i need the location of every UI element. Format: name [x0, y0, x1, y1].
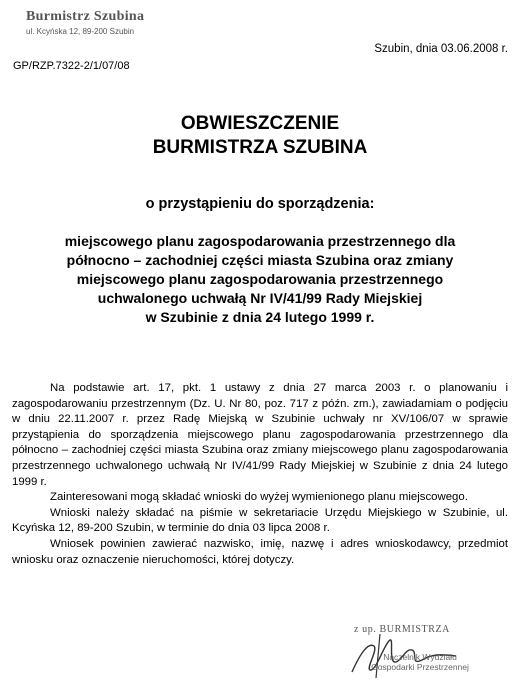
signature-role: [360, 652, 480, 672]
role-line-1: Naczelnik Wydziału: [383, 652, 457, 662]
reference-number: GP/RZP.7322-2/1/07/08: [13, 60, 130, 72]
subject-line: północno – zachodniej części miasta Szubina oraz zmiany: [66, 252, 454, 268]
body-paragraph-1: Na podstawie art. 17, pkt. 1 ustawy z dnia 27 marca 2003 r. o planowaniu i zagospodarowaniu przestrzennym (Dz. U. Nr 80, poz. 717 z późn. zm.), zawiadamiam o podjęciu w dniu 22.11.2007 r. przez Radę Miejską w Szubinie uchwały nr XV/106/07 w sprawie przystąpienia do sporządzenia miejscowego planu zagospodarowania przestrzennego dla północno – zachodniej części miasta Szubina oraz zmiany miejscowego planu zagospodarowania przestrzennego uchwalonego uchwałą Nr IV/41/99 Rady Miejskiej w Szubinie z dnia 24 lutego 1999 r.: [12, 382, 508, 488]
signature-block: [340, 624, 510, 684]
title-line-1: OBWIESZCZENIE: [180, 113, 340, 134]
place-date: Szubin, dnia 03.06.2008 r.: [374, 43, 508, 55]
subject-line: w Szubinie z dnia 24 lutego 1999 r.: [145, 309, 375, 325]
role-line-2: Gospodarki Przestrzennej: [371, 662, 469, 672]
subject-line: miejscowego planu zagospodarowania przestrzennego dla: [64, 233, 456, 249]
body-paragraph-4: Wniosek powinien zawierać nazwisko, imię, nazwę i adres wnioskodawcy, przedmiot wniosku oraz oznaczenie nieruchomości, której dotyczy.: [12, 537, 508, 566]
subject-line: miejscowego planu zagospodarowania przestrzennego: [76, 271, 444, 287]
title-line-2: BURMISTRZA SZUBINA: [152, 137, 368, 158]
document-subject: [0, 232, 520, 327]
stamp-address: ul. Kcyńska 12, 89-200 Szubin: [26, 27, 135, 36]
document-subtitle: o przystąpieniu do sporządzenia:: [145, 196, 375, 212]
document-body: [12, 381, 508, 568]
signature-on-behalf: z up. BURMISTRZA: [354, 624, 450, 635]
stamp-name: Burmistrz Szubina: [26, 9, 145, 24]
subject-line: uchwalonego uchwałą Nr IV/41/99 Rady Miejskiej: [97, 290, 423, 306]
document-title: [0, 112, 520, 160]
body-paragraph-3: Wnioski należy składać na piśmie w sekretariacie Urzędu Miejskiego w Szubinie, ul. Kcyńska 12, 89-200 Szubin, w terminie do dnia 03 lipca 2008 r.: [12, 506, 508, 535]
body-paragraph-2: Zainteresowani mogą składać wnioski do wyżej wymienionego planu miejscowego.: [50, 491, 468, 504]
